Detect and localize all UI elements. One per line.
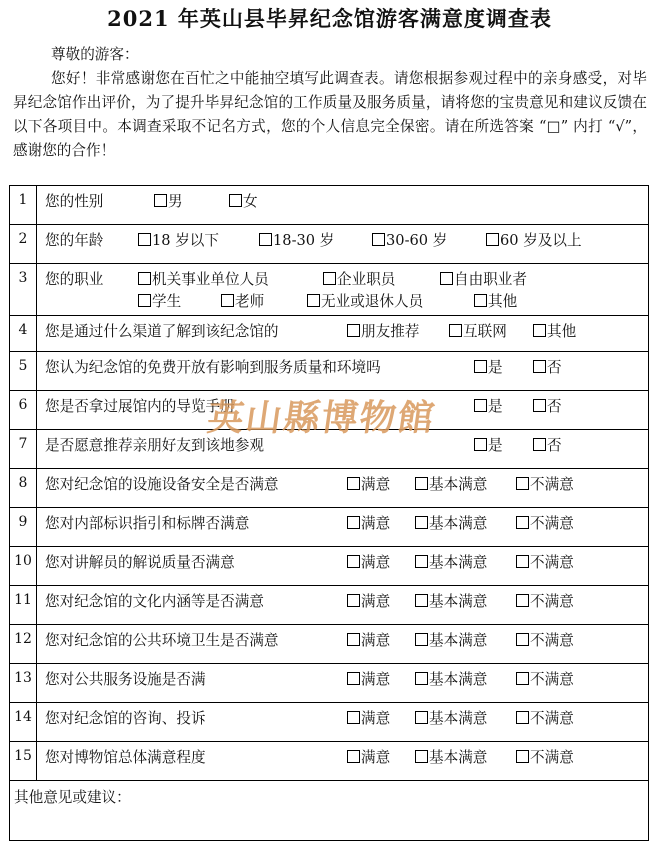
question-number: 5: [10, 352, 37, 391]
question-row: [10, 625, 649, 664]
question-text: 您对博物馆总体满意程度: [45, 749, 206, 766]
option-label: 满意: [361, 671, 391, 688]
option[interactable]: [533, 356, 562, 377]
survey-table: [9, 185, 649, 841]
question-text: 您对纪念馆的咨询、投诉: [45, 710, 206, 727]
question-text: 您的年龄: [45, 232, 104, 249]
option[interactable]: [533, 395, 562, 416]
option-label: 老师: [235, 293, 265, 310]
option[interactable]: [347, 512, 390, 533]
watermark-logo: 英山縣博物館: [204, 397, 439, 439]
checkbox-icon[interactable]: [516, 672, 529, 685]
option-label: 是: [488, 437, 503, 454]
checkbox-icon[interactable]: [415, 555, 428, 568]
question-text: 您是否拿过展馆内的导览手册: [45, 398, 235, 415]
question-line: [37, 547, 648, 569]
feedback-row: [10, 781, 649, 841]
checkbox-icon[interactable]: [415, 711, 428, 724]
question-line: [37, 469, 648, 491]
question-number: 8: [10, 469, 37, 508]
option-label: 满意: [361, 593, 391, 610]
option-label: 满意: [361, 749, 391, 766]
feedback-cell[interactable]: [10, 781, 649, 841]
question-row: [10, 469, 649, 508]
option[interactable]: [154, 190, 183, 211]
option[interactable]: [449, 320, 507, 341]
question-cell: [37, 225, 649, 264]
checkbox-icon[interactable]: [347, 516, 360, 529]
option[interactable]: [229, 190, 258, 211]
option[interactable]: [138, 290, 181, 311]
checkbox-icon[interactable]: [415, 594, 428, 607]
checkbox-icon[interactable]: [221, 294, 234, 307]
question-cell: [37, 625, 649, 664]
option[interactable]: [415, 512, 487, 533]
checkbox-icon[interactable]: [138, 233, 151, 246]
checkbox-icon[interactable]: [533, 360, 546, 373]
option[interactable]: [533, 434, 562, 455]
option-label: 18 岁以下: [152, 232, 219, 249]
checkbox-icon[interactable]: [415, 750, 428, 763]
question-cell: [37, 742, 649, 781]
checkbox-icon[interactable]: [516, 516, 529, 529]
option[interactable]: [474, 434, 503, 455]
question-row: [10, 264, 649, 316]
question-number: 1: [10, 186, 37, 225]
question-text: 您是通过什么渠道了解到该纪念馆的: [45, 323, 279, 340]
option[interactable]: [259, 229, 334, 250]
option-label: 基本满意: [429, 632, 488, 649]
option-label: 互联网: [463, 323, 507, 340]
option[interactable]: [415, 668, 487, 689]
option-label: 自由职业者: [454, 271, 527, 288]
option[interactable]: [516, 668, 574, 689]
option-label: 不满意: [530, 710, 574, 727]
checkbox-icon[interactable]: [415, 672, 428, 685]
checkbox-icon[interactable]: [347, 750, 360, 763]
option-label: 基本满意: [429, 671, 488, 688]
option[interactable]: [516, 473, 574, 494]
option[interactable]: [474, 395, 503, 416]
option[interactable]: [474, 290, 517, 311]
question-line: [37, 586, 648, 608]
question-cell: [37, 264, 649, 316]
checkbox-icon[interactable]: [533, 399, 546, 412]
option[interactable]: [415, 746, 487, 767]
option-label: 不满意: [530, 593, 574, 610]
checkbox-icon[interactable]: [323, 272, 336, 285]
option[interactable]: [516, 629, 574, 650]
question-row: [10, 352, 649, 391]
question-text: 您对内部标识指引和标牌否满意: [45, 515, 250, 532]
question-row: [10, 316, 649, 352]
option-label: 是: [488, 398, 503, 415]
option[interactable]: [347, 551, 390, 572]
question-text: 您的职业: [45, 271, 104, 288]
option[interactable]: [486, 229, 582, 250]
option-label: 满意: [361, 554, 391, 571]
option-label: 基本满意: [429, 593, 488, 610]
checkbox-icon[interactable]: [138, 272, 151, 285]
checkbox-icon[interactable]: [347, 633, 360, 646]
question-text: 您对纪念馆的设施设备安全是否满意: [45, 476, 279, 493]
question-text: 您对纪念馆的公共环境卫生是否满意: [45, 632, 279, 649]
checkbox-icon[interactable]: [347, 555, 360, 568]
option[interactable]: [474, 356, 503, 377]
option-label: 男: [168, 193, 183, 210]
option-label: 不满意: [530, 515, 574, 532]
question-cell: [37, 469, 649, 508]
option-label: 不满意: [530, 749, 574, 766]
question-number: 2: [10, 225, 37, 264]
page-title: 2021 年英山县毕昇纪念馆游客满意度调查表: [107, 6, 552, 31]
checkbox-icon[interactable]: [372, 233, 385, 246]
option[interactable]: [347, 320, 419, 341]
option-label: 不满意: [530, 632, 574, 649]
option[interactable]: [516, 707, 574, 728]
option[interactable]: [347, 629, 390, 650]
option-label: 满意: [361, 515, 391, 532]
option-label: 不满意: [530, 671, 574, 688]
option-label: 满意: [361, 710, 391, 727]
option-label: 基本满意: [429, 749, 488, 766]
option[interactable]: [415, 551, 487, 572]
option-label: 机关事业单位人员: [152, 271, 269, 288]
question-text: 您认为纪念馆的免费开放有影响到服务质量和环境吗: [45, 359, 381, 376]
question-number: 9: [10, 508, 37, 547]
option[interactable]: [347, 668, 390, 689]
option[interactable]: [516, 512, 574, 533]
question-line: [37, 225, 648, 247]
question-line: [37, 264, 648, 286]
option[interactable]: [533, 320, 576, 341]
checkbox-icon[interactable]: [533, 324, 546, 337]
checkbox-icon[interactable]: [138, 294, 151, 307]
question-line: [37, 664, 648, 686]
question-cell: [37, 703, 649, 742]
option[interactable]: [347, 746, 390, 767]
question-row: [10, 508, 649, 547]
option-label: 满意: [361, 476, 391, 493]
question-cell: [37, 664, 649, 703]
checkbox-icon[interactable]: [259, 233, 272, 246]
option-label: 其他: [488, 293, 518, 310]
checkbox-icon[interactable]: [415, 516, 428, 529]
checkbox-icon[interactable]: [516, 750, 529, 763]
option[interactable]: [307, 290, 423, 311]
option[interactable]: [415, 707, 487, 728]
question-text: 您对公共服务设施是否满: [45, 671, 206, 688]
question-number: 13: [10, 664, 37, 703]
checkbox-icon[interactable]: [516, 555, 529, 568]
question-line: [37, 625, 648, 647]
option[interactable]: [415, 473, 487, 494]
checkbox-icon[interactable]: [486, 233, 499, 246]
intro-section: [13, 43, 647, 163]
option[interactable]: [516, 590, 574, 611]
checkbox-icon[interactable]: [516, 594, 529, 607]
option-label: 否: [547, 437, 562, 454]
question-row: [10, 547, 649, 586]
option-label: 其他: [547, 323, 577, 340]
question-text: 是否愿意推荐亲朋好友到该地参观: [45, 437, 264, 454]
checkbox-icon[interactable]: [474, 294, 487, 307]
option-label: 不满意: [530, 554, 574, 571]
checkbox-icon[interactable]: [154, 194, 167, 207]
question-cell: [37, 186, 649, 225]
greeting: 尊敬的游客：: [51, 46, 139, 63]
question-row: [10, 186, 649, 225]
option[interactable]: [415, 629, 487, 650]
checkbox-icon[interactable]: [347, 594, 360, 607]
feedback-label: 其他意见或建议：: [14, 789, 131, 806]
question-number: 15: [10, 742, 37, 781]
option-label: 基本满意: [429, 710, 488, 727]
checkbox-icon[interactable]: [449, 324, 462, 337]
option-label: 30-60 岁: [386, 232, 448, 249]
question-row: [10, 664, 649, 703]
question-number: 7: [10, 430, 37, 469]
question-text: 您的性别: [45, 193, 104, 210]
question-row: [10, 225, 649, 264]
option-label: 学生: [152, 293, 182, 310]
option-label: 无业或退休人员: [321, 293, 424, 310]
option[interactable]: [221, 290, 264, 311]
question-row: [10, 586, 649, 625]
checkbox-icon[interactable]: [474, 438, 487, 451]
option[interactable]: [347, 590, 390, 611]
question-line: [37, 703, 648, 725]
checkbox-icon[interactable]: [516, 711, 529, 724]
question-text: 您对纪念馆的文化内涵等是否满意: [45, 593, 264, 610]
option[interactable]: [347, 707, 390, 728]
option[interactable]: [347, 473, 390, 494]
question-number: 12: [10, 625, 37, 664]
question-cell: [37, 352, 649, 391]
checkbox-icon[interactable]: [415, 477, 428, 490]
option-label: 女: [243, 193, 258, 210]
option-label: 基本满意: [429, 476, 488, 493]
question-number: 14: [10, 703, 37, 742]
checkbox-icon[interactable]: [516, 477, 529, 490]
checkbox-icon[interactable]: [474, 399, 487, 412]
option[interactable]: [415, 590, 487, 611]
question-cell: [37, 547, 649, 586]
question-cell: [37, 316, 649, 352]
checkbox-icon[interactable]: [474, 360, 487, 373]
checkbox-icon[interactable]: [307, 294, 320, 307]
option-label: 基本满意: [429, 554, 488, 571]
option-label: 企业职员: [337, 271, 396, 288]
option[interactable]: [138, 229, 219, 250]
question-cell: [37, 586, 649, 625]
option-label: 朋友推荐: [361, 323, 420, 340]
checkbox-icon[interactable]: [533, 438, 546, 451]
option-label: 基本满意: [429, 515, 488, 532]
question-row: [10, 703, 649, 742]
question-number: 6: [10, 391, 37, 430]
option-label: 否: [547, 359, 562, 376]
option[interactable]: [516, 746, 574, 767]
question-text: 您对讲解员的解说质量否满意: [45, 554, 235, 571]
option-label: 60 岁及以上: [500, 232, 582, 249]
question-number: 10: [10, 547, 37, 586]
option-label: 满意: [361, 632, 391, 649]
checkbox-icon[interactable]: [440, 272, 453, 285]
question-row: [10, 742, 649, 781]
checkbox-icon[interactable]: [229, 194, 242, 207]
question-line: [37, 508, 648, 530]
option-label: 不满意: [530, 476, 574, 493]
question-line: [37, 186, 648, 208]
checkbox-icon[interactable]: [347, 324, 360, 337]
question-line: [37, 316, 648, 338]
checkbox-icon[interactable]: [516, 633, 529, 646]
question-line: [37, 286, 648, 308]
question-number: 4: [10, 316, 37, 352]
option-label: 18-30 岁: [273, 232, 335, 249]
intro-body: 您好！非常感谢您在百忙之中能抽空填写此调查表。请您根据参观过程中的亲身感受，对毕昇纪念馆作出评价，为了提升毕昇纪念馆的工作质量及服务质量，请将您的宝贵意见和建议反馈在以下各项目中。本调查采取不记名方式，您的个人信息完全保密。请在所选答案 “□” 内打 “√”，感谢您的合作！: [13, 70, 647, 159]
question-number: 3: [10, 264, 37, 316]
checkbox-icon[interactable]: [415, 633, 428, 646]
question-line: [37, 742, 648, 764]
question-number: 11: [10, 586, 37, 625]
option[interactable]: [372, 229, 447, 250]
checkbox-icon[interactable]: [347, 672, 360, 685]
question-line: [37, 352, 648, 374]
option[interactable]: [516, 551, 574, 572]
checkbox-icon[interactable]: [347, 477, 360, 490]
option-label: 否: [547, 398, 562, 415]
checkbox-icon[interactable]: [347, 711, 360, 724]
question-cell: [37, 508, 649, 547]
option-label: 是: [488, 359, 503, 376]
